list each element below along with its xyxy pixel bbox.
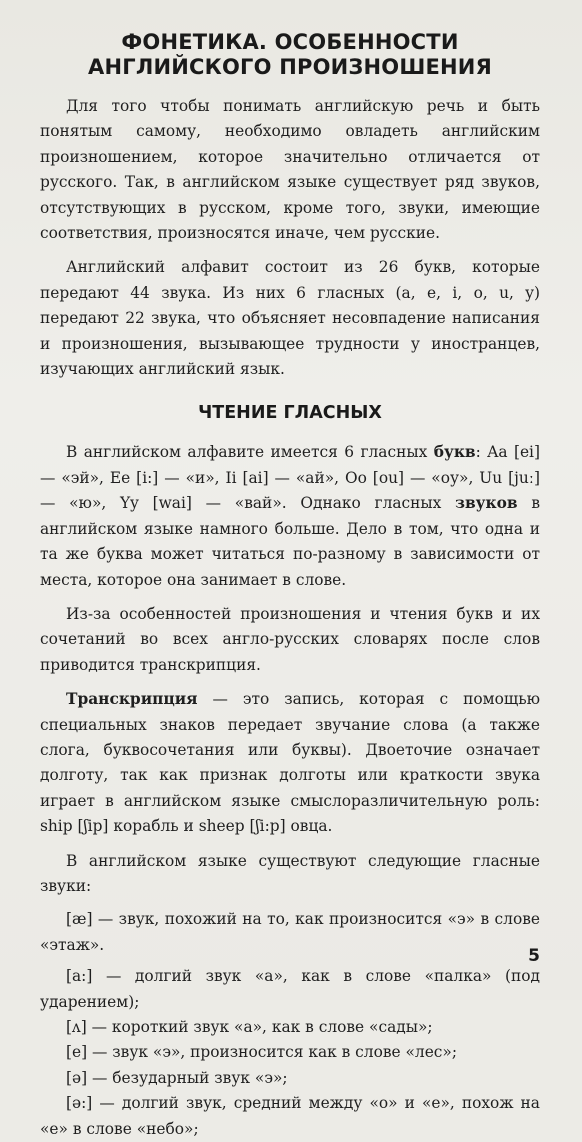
section-title: ЧТЕНИЕ ГЛАСНЫХ xyxy=(198,403,382,424)
vowels-paragraph-1 xyxy=(40,440,540,592)
sound-item: [e] — звук «э», произносится как в слове «лес»; xyxy=(66,1043,458,1062)
text-run: — это запись, которая с помощью специальных знаков передает звучание слова (а также слога, буквосочетания или буквы). Двоеточие означает долготу, так как признак долготы или краткости звука играет в английском языке смыслоразличительную роль: ship [ʃip] корабль и sheep [ʃi:p] овца. xyxy=(40,690,540,836)
page-number: 5 xyxy=(528,946,540,966)
sound-item: [æ] — звук, похожий на то, как произносится «э» в слове «этаж». xyxy=(40,910,540,954)
intro-paragraph-1: Для того чтобы понимать английскую речь и быть понятым самому, необходимо овладеть английским произношением, которое значительно отличается от русского. Так, в английском языке существует ряд звуков, отсутствующих в русском, кроме того, звуки, имеющие соответствия, произносятся иначе, чем русские. xyxy=(40,97,540,243)
vowels-paragraph-2: Из-за особенностей произношения и чтения букв и их сочетаний во всех англо-русских словарях после слов приводится транскрипция. xyxy=(40,604,540,674)
sound-item: [ə:] — долгий звук, средний между «о» и «е», похож на «е» в слове «небо»; xyxy=(40,1094,540,1138)
sound-item: [ə] — безударный звук «э»; xyxy=(66,1068,288,1087)
sound-item: [ʌ] — короткий звук «а», как в слове «сады»; xyxy=(66,1018,433,1036)
text-run: в английском языке намного больше. Дело в том, что одна и та же буква может читаться по-разному в зависимости от места, которое она занимает в слове. xyxy=(40,494,540,589)
text-run: В английском алфавите имеется 6 гласных xyxy=(66,443,434,462)
vowels-paragraph-3 xyxy=(40,687,540,839)
intro-paragraph-2: Английский алфавит состоит из 26 букв, которые передают 44 звука. Из них 6 гласных (a, e, i, o, u, y) передают 22 звука, что объясняет несовпадение написания и произношения, вызывающее трудности у иностранцев, изучающих английский язык. xyxy=(40,258,540,379)
text-run: : Aa [ei]— «эй», Ee [i:] — «и», Ii [ai] — «ай», Oo [ou] — «оу», Uu [juː] — «ю», Yy [wai] — «вай». Однако гласных xyxy=(40,443,540,513)
sound-item: [a:] — долгий звук «а», как в слове «палка» (под ударением); xyxy=(40,967,540,1011)
bold-term-letters: букв xyxy=(433,443,476,462)
bold-term-sounds: звуков xyxy=(455,494,518,513)
page-title: ФОНЕТИКА. ОСОБЕННОСТИ АНГЛИЙСКОГО ПРОИЗНОШЕНИЯ xyxy=(88,30,492,79)
vowels-paragraph-4: В английском языке существуют следующие гласные звуки: xyxy=(40,851,540,895)
bold-term-transcription: Транскрипция xyxy=(66,690,198,709)
